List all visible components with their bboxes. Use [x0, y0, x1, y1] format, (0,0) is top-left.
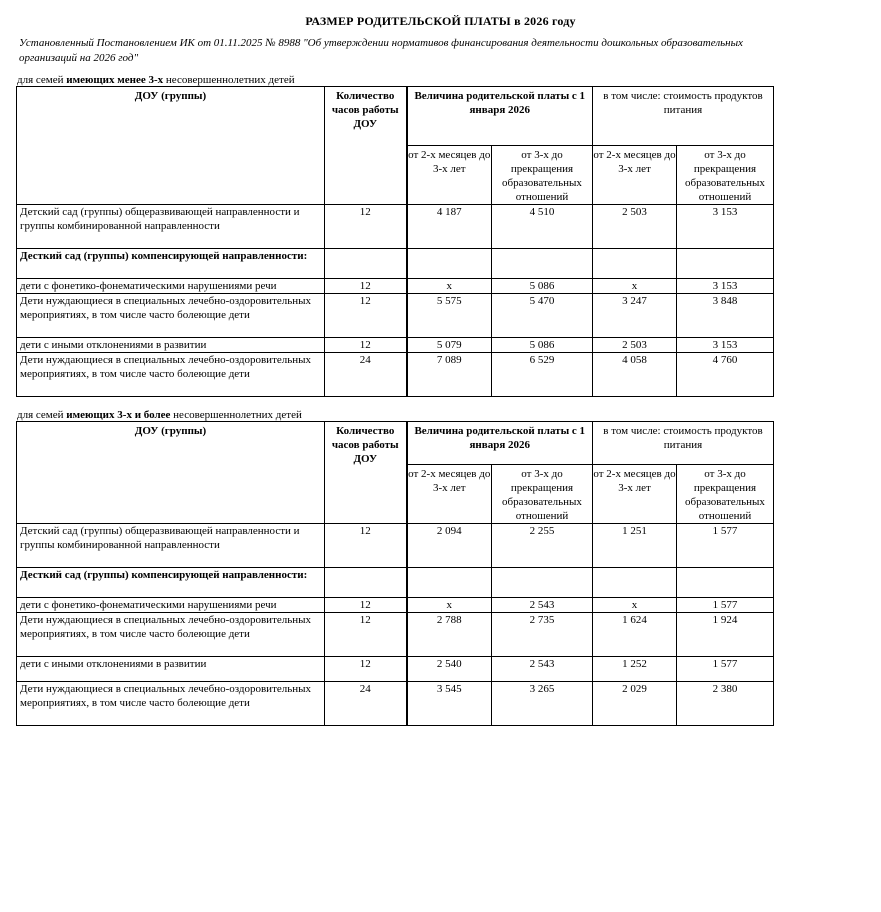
row-hours: 12: [325, 294, 407, 338]
header-fee-age-3-end: от 3-х до прекращения образовательных отношений: [492, 465, 593, 524]
table-row: [17, 682, 774, 726]
document-subtitle: Установленный Постановлением ИК от 01.11.2025 № 8988 "Об утверждении нормативов финансирования деятельности дошкольных образовательных организаций на 2026 год": [19, 37, 743, 64]
row-fee-2-3: 2 788: [407, 613, 492, 657]
row-food-3: [677, 568, 774, 598]
row-food-3: 1 924: [677, 613, 774, 657]
row-fee-3: 2 543: [492, 598, 593, 613]
row-hours: [325, 249, 407, 279]
header-food: в том числе: стоимость продуктов питания: [593, 422, 774, 465]
header-hours: Количество часов работы ДОУ: [325, 422, 407, 524]
fee-table-families-under-3: [16, 86, 774, 397]
row-name: дети с фонетико-фонематическими нарушениями речи: [17, 598, 325, 613]
header-food: в том числе: стоимость продуктов питания: [593, 87, 774, 146]
row-name: Детский сад (группы) общеразвивающей направленности и группы комбинированной направленности: [17, 524, 325, 568]
row-fee-3: 5 086: [492, 279, 593, 294]
row-name: Детский сад (группы) общеразвивающей направленности и группы комбинированной направленности: [17, 205, 325, 249]
row-hours: 24: [325, 353, 407, 397]
header-food-age-2-3: от 2-х месяцев до 3-х лет: [593, 465, 677, 524]
row-fee-2-3: 7 089: [407, 353, 492, 397]
row-food-3: 3 848: [677, 294, 774, 338]
row-hours: 12: [325, 524, 407, 568]
row-hours: 12: [325, 598, 407, 613]
header-food-age-3-end: от 3-х до прекращения образовательных отношений: [677, 465, 774, 524]
row-fee-2-3: 2 540: [407, 657, 492, 682]
row-name: Дети нуждающиеся в специальных лечебно-оздоровительных мероприятиях, в том числе часто болеющие дети: [17, 294, 325, 338]
section-caption: [17, 74, 295, 86]
row-name: дети с фонетико-фонематическими нарушениями речи: [17, 279, 325, 294]
row-hours: [325, 568, 407, 598]
table-row: [17, 524, 774, 568]
row-food-3: 1 577: [677, 657, 774, 682]
caption-bold: имеющих менее 3-х: [66, 74, 164, 86]
row-fee-3: 2 735: [492, 613, 593, 657]
row-fee-3: [492, 249, 593, 279]
table-row: [17, 353, 774, 397]
row-food-2-3: 3 247: [593, 294, 677, 338]
row-fee-2-3: 2 094: [407, 524, 492, 568]
header-fee-age-2-3: от 2-х месяцев до 3-х лет: [407, 465, 492, 524]
row-name: дети с иными отклонениями в развитии: [17, 657, 325, 682]
caption-pre: для семей: [17, 74, 67, 86]
row-fee-3: 4 510: [492, 205, 593, 249]
table-row: [17, 657, 774, 682]
fee-table-families-3-plus: [16, 421, 774, 726]
row-food-2-3: 2 503: [593, 205, 677, 249]
row-name: Дети нуждающиеся в специальных лечебно-оздоровительных мероприятиях, в том числе часто болеющие дети: [17, 613, 325, 657]
row-fee-2-3: [407, 249, 492, 279]
row-name: дети с иными отклонениями в развитии: [17, 338, 325, 353]
row-hours: 12: [325, 279, 407, 294]
row-hours: 12: [325, 657, 407, 682]
table-row: [17, 279, 774, 294]
row-fee-2-3: 5 079: [407, 338, 492, 353]
header-fee: Величина родительской платы с 1 января 2026: [407, 87, 593, 146]
section-caption: [17, 409, 302, 421]
row-food-3: 3 153: [677, 205, 774, 249]
row-food-3: 1 577: [677, 524, 774, 568]
row-fee-3: 5 470: [492, 294, 593, 338]
row-food-2-3: 1 624: [593, 613, 677, 657]
row-food-3: 4 760: [677, 353, 774, 397]
row-food-2-3: 1 252: [593, 657, 677, 682]
caption-post: несовершеннолетних детей: [170, 409, 302, 421]
row-food-2-3: 2 503: [593, 338, 677, 353]
row-food-2-3: х: [593, 279, 677, 294]
header-dou: ДОУ (группы): [17, 87, 325, 205]
header-fee-age-2-3: от 2-х месяцев до 3-х лет: [407, 146, 492, 205]
caption-bold: имеющих 3-х и более: [66, 409, 171, 421]
row-food-3: 3 153: [677, 279, 774, 294]
row-food-3: 1 577: [677, 598, 774, 613]
row-food-2-3: [593, 568, 677, 598]
row-fee-2-3: 5 575: [407, 294, 492, 338]
row-food-3: [677, 249, 774, 279]
caption-post: несовершеннолетних детей: [163, 74, 295, 86]
row-food-2-3: 2 029: [593, 682, 677, 726]
table-row: [17, 568, 774, 598]
row-fee-2-3: 4 187: [407, 205, 492, 249]
table-row: [17, 613, 774, 657]
header-fee-age-3-end: от 3-х до прекращения образовательных отношений: [492, 146, 593, 205]
table-row: [17, 294, 774, 338]
row-hours: 12: [325, 613, 407, 657]
table-row: [17, 338, 774, 353]
row-name: Десткий сад (группы) компенсирующей направленности:: [17, 568, 325, 598]
row-hours: 24: [325, 682, 407, 726]
row-food-2-3: 4 058: [593, 353, 677, 397]
row-fee-3: 3 265: [492, 682, 593, 726]
row-food-2-3: [593, 249, 677, 279]
row-fee-3: 6 529: [492, 353, 593, 397]
header-food-age-2-3: от 2-х месяцев до 3-х лет: [593, 146, 677, 205]
header-hours: Количество часов работы ДОУ: [325, 87, 407, 205]
row-name: Дети нуждающиеся в специальных лечебно-оздоровительных мероприятиях, в том числе часто болеющие дети: [17, 682, 325, 726]
row-hours: 12: [325, 205, 407, 249]
row-food-3: 2 380: [677, 682, 774, 726]
row-food-2-3: х: [593, 598, 677, 613]
row-fee-3: [492, 568, 593, 598]
row-fee-2-3: х: [407, 279, 492, 294]
row-food-2-3: 1 251: [593, 524, 677, 568]
table-row: [17, 205, 774, 249]
row-name: Дети нуждающиеся в специальных лечебно-оздоровительных мероприятиях, в том числе часто болеющие дети: [17, 353, 325, 397]
row-fee-2-3: х: [407, 598, 492, 613]
row-fee-3: 2 255: [492, 524, 593, 568]
row-fee-2-3: [407, 568, 492, 598]
row-name: Десткий сад (группы) компенсирующей направленности:: [17, 249, 325, 279]
table-row: [17, 249, 774, 279]
row-food-3: 3 153: [677, 338, 774, 353]
header-fee: Величина родительской платы с 1 января 2026: [407, 422, 593, 465]
header-food-age-3-end: от 3-х до прекращения образовательных отношений: [677, 146, 774, 205]
header-dou: ДОУ (группы): [17, 422, 325, 524]
row-fee-3: 5 086: [492, 338, 593, 353]
row-hours: 12: [325, 338, 407, 353]
row-fee-2-3: 3 545: [407, 682, 492, 726]
caption-pre: для семей: [17, 409, 67, 421]
document-title: РАЗМЕР РОДИТЕЛЬСКОЙ ПЛАТЫ в 2026 году: [305, 14, 576, 28]
table-row: [17, 598, 774, 613]
row-fee-3: 2 543: [492, 657, 593, 682]
